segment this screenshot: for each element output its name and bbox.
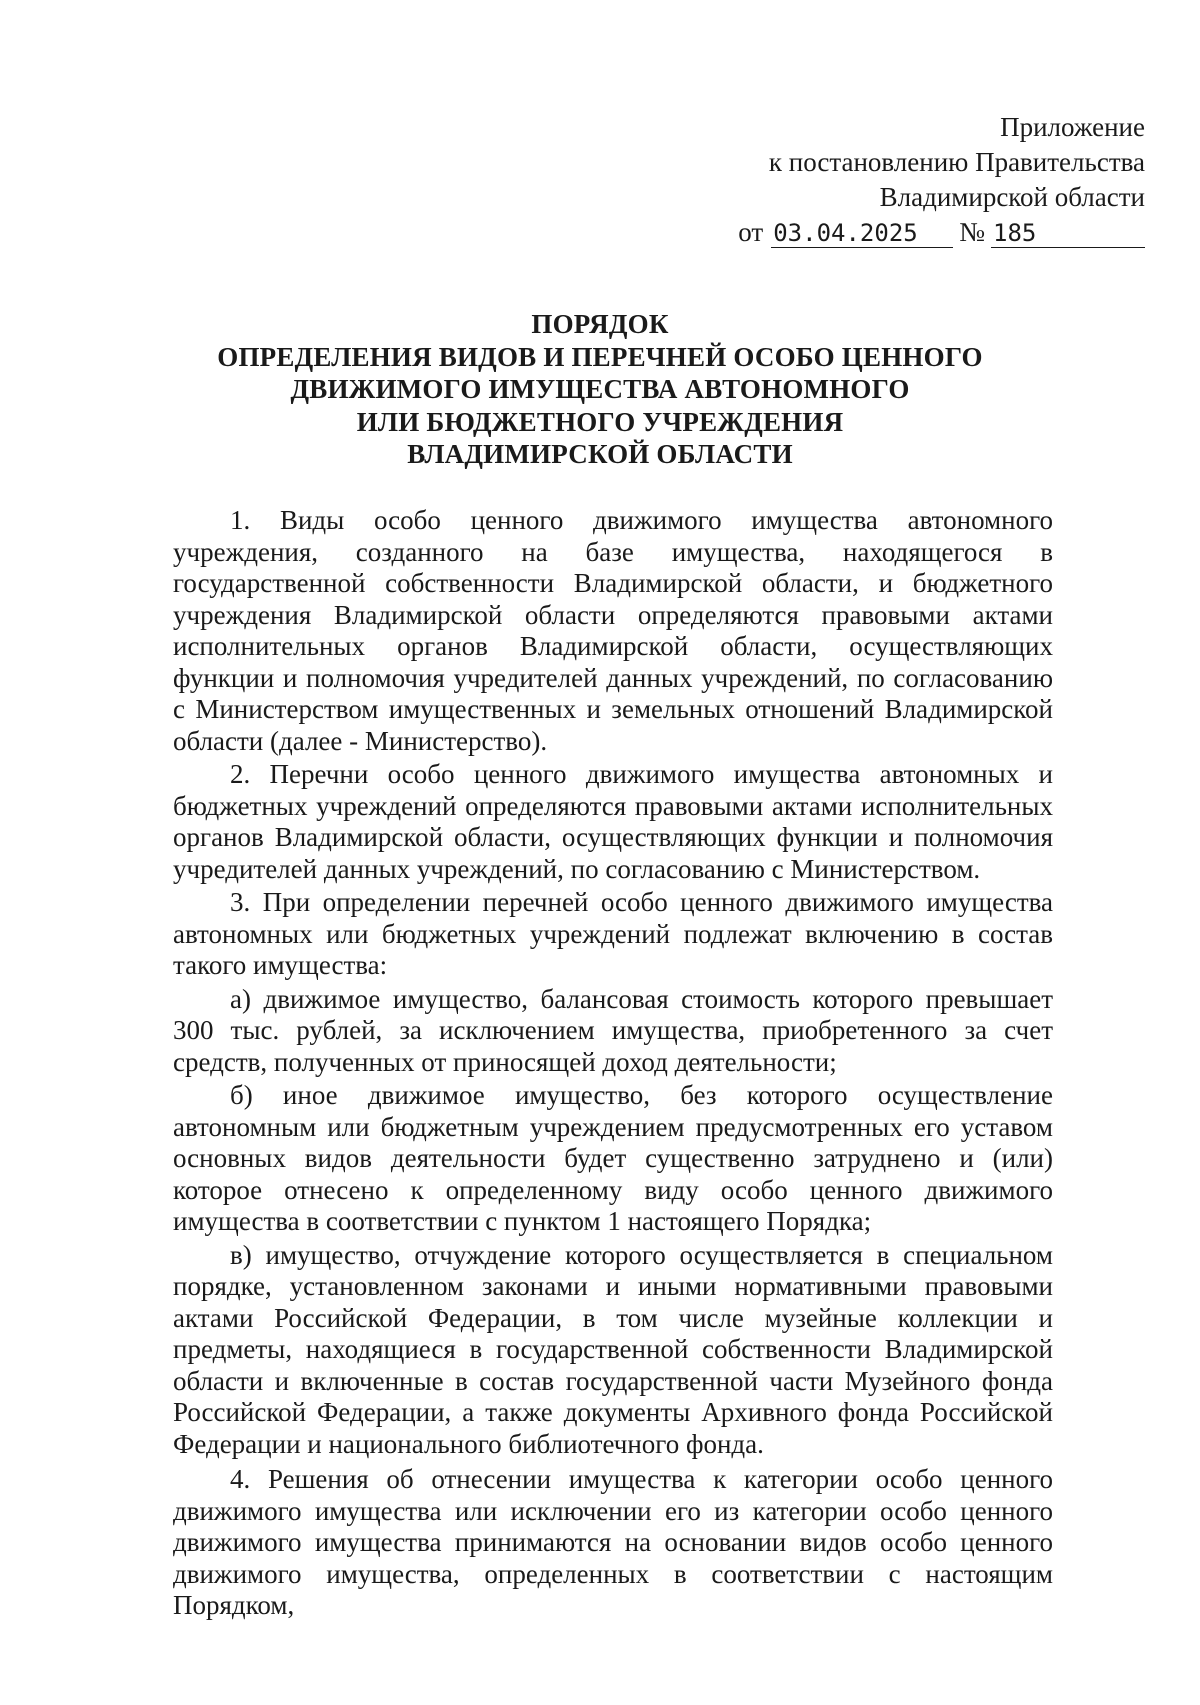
title-line-5: ВЛАДИМИРСКОЙ ОБЛАСТИ xyxy=(407,439,793,469)
date-field: 03.04.2025 xyxy=(771,219,953,248)
date-prefix: от xyxy=(738,217,764,247)
paragraph-3c: в) имущество, отчуждение которого осуществляется в специальном порядке, установленном законами и иными нормативными правовыми актами Российской Федерации, в том числе музейные коллекции и предметы, находящиеся в государственной собственности Владимирской области и включенные в состав государственной части Музейного фонда Российской Федерации, а также документы Архивного фонда Российской Федерации и национального библиотечного фонда. xyxy=(173,1239,1053,1459)
appendix-date-number-line xyxy=(725,215,1145,250)
paragraph-3: 3. При определении перечней особо ценного движимого имущества автономных или бюджетных учреждений подлежат включению в состав такого имущества: xyxy=(173,887,1053,980)
document-title xyxy=(100,308,1100,471)
title-line-3: ДВИЖИМОГО ИМУЩЕСТВА АВТОНОМНОГО xyxy=(290,374,910,404)
paragraph-4: 4. Решения об отнесении имущества к категории особо ценного движимого имущества или исключении его из категории особо ценного движимого имущества принимаются на основании видов особо ценного движимого имущества, определенных в соответствии с настоящим Порядком, xyxy=(173,1464,1053,1620)
appendix-resolution-ref: к постановлению Правительства xyxy=(768,147,1145,177)
paragraph-2: 2. Перечни особо ценного движимого имущества автономных и бюджетных учреждений определяются правовыми актами исполнительных органов Владимирской области, осуществляющих функции и полномочия учредителей данных учреждений, по согласованию с Министерством. xyxy=(173,759,1053,884)
number-sign: № xyxy=(959,217,985,247)
title-line-4: ИЛИ БЮДЖЕТНОГО УЧРЕЖДЕНИЯ xyxy=(356,406,844,437)
paragraph-1: 1. Виды особо ценного движимого имущества автономного учреждения, созданного на базе имущества, находящегося в государственной собственности Владимирской области, и бюджетного учреждения Владимирской области определяются правовыми актами исполнительных органов Владимирской области, осуществляющих функции и полномочия учредителей данных учреждений, по согласованию с Министерством имущественных и земельных отношений Владимирской области (далее - Министерство). xyxy=(173,505,1053,756)
appendix-region: Владимирской области xyxy=(879,182,1145,212)
paragraph-3a: а) движимое имущество, балансовая стоимость которого превышает 300 тыс. рублей, за исключением имущества, приобретенного за счет средств, полученных от приносящей доход деятельности; xyxy=(173,983,1053,1077)
title-line-2: ОПРЕДЕЛЕНИЯ ВИДОВ И ПЕРЕЧНЕЙ ОСОБО ЦЕННОГО xyxy=(217,341,983,372)
appendix-label: Приложение xyxy=(1000,112,1145,142)
appendix-header xyxy=(725,110,1145,250)
title-line-1: ПОРЯДОК xyxy=(531,309,669,339)
number-field: 185 xyxy=(991,219,1145,248)
paragraph-3b: б) иное движимое имущество, без которого осуществление автономным или бюджетным учреждением предусмотренных его уставом основных видов деятельности будет существенно затруднено и (или) которое отнесено к определенному виду особо ценного движимого имущества в соответствии с пунктом 1 настоящего Порядка; xyxy=(173,1080,1053,1236)
document-body xyxy=(173,505,1053,1622)
